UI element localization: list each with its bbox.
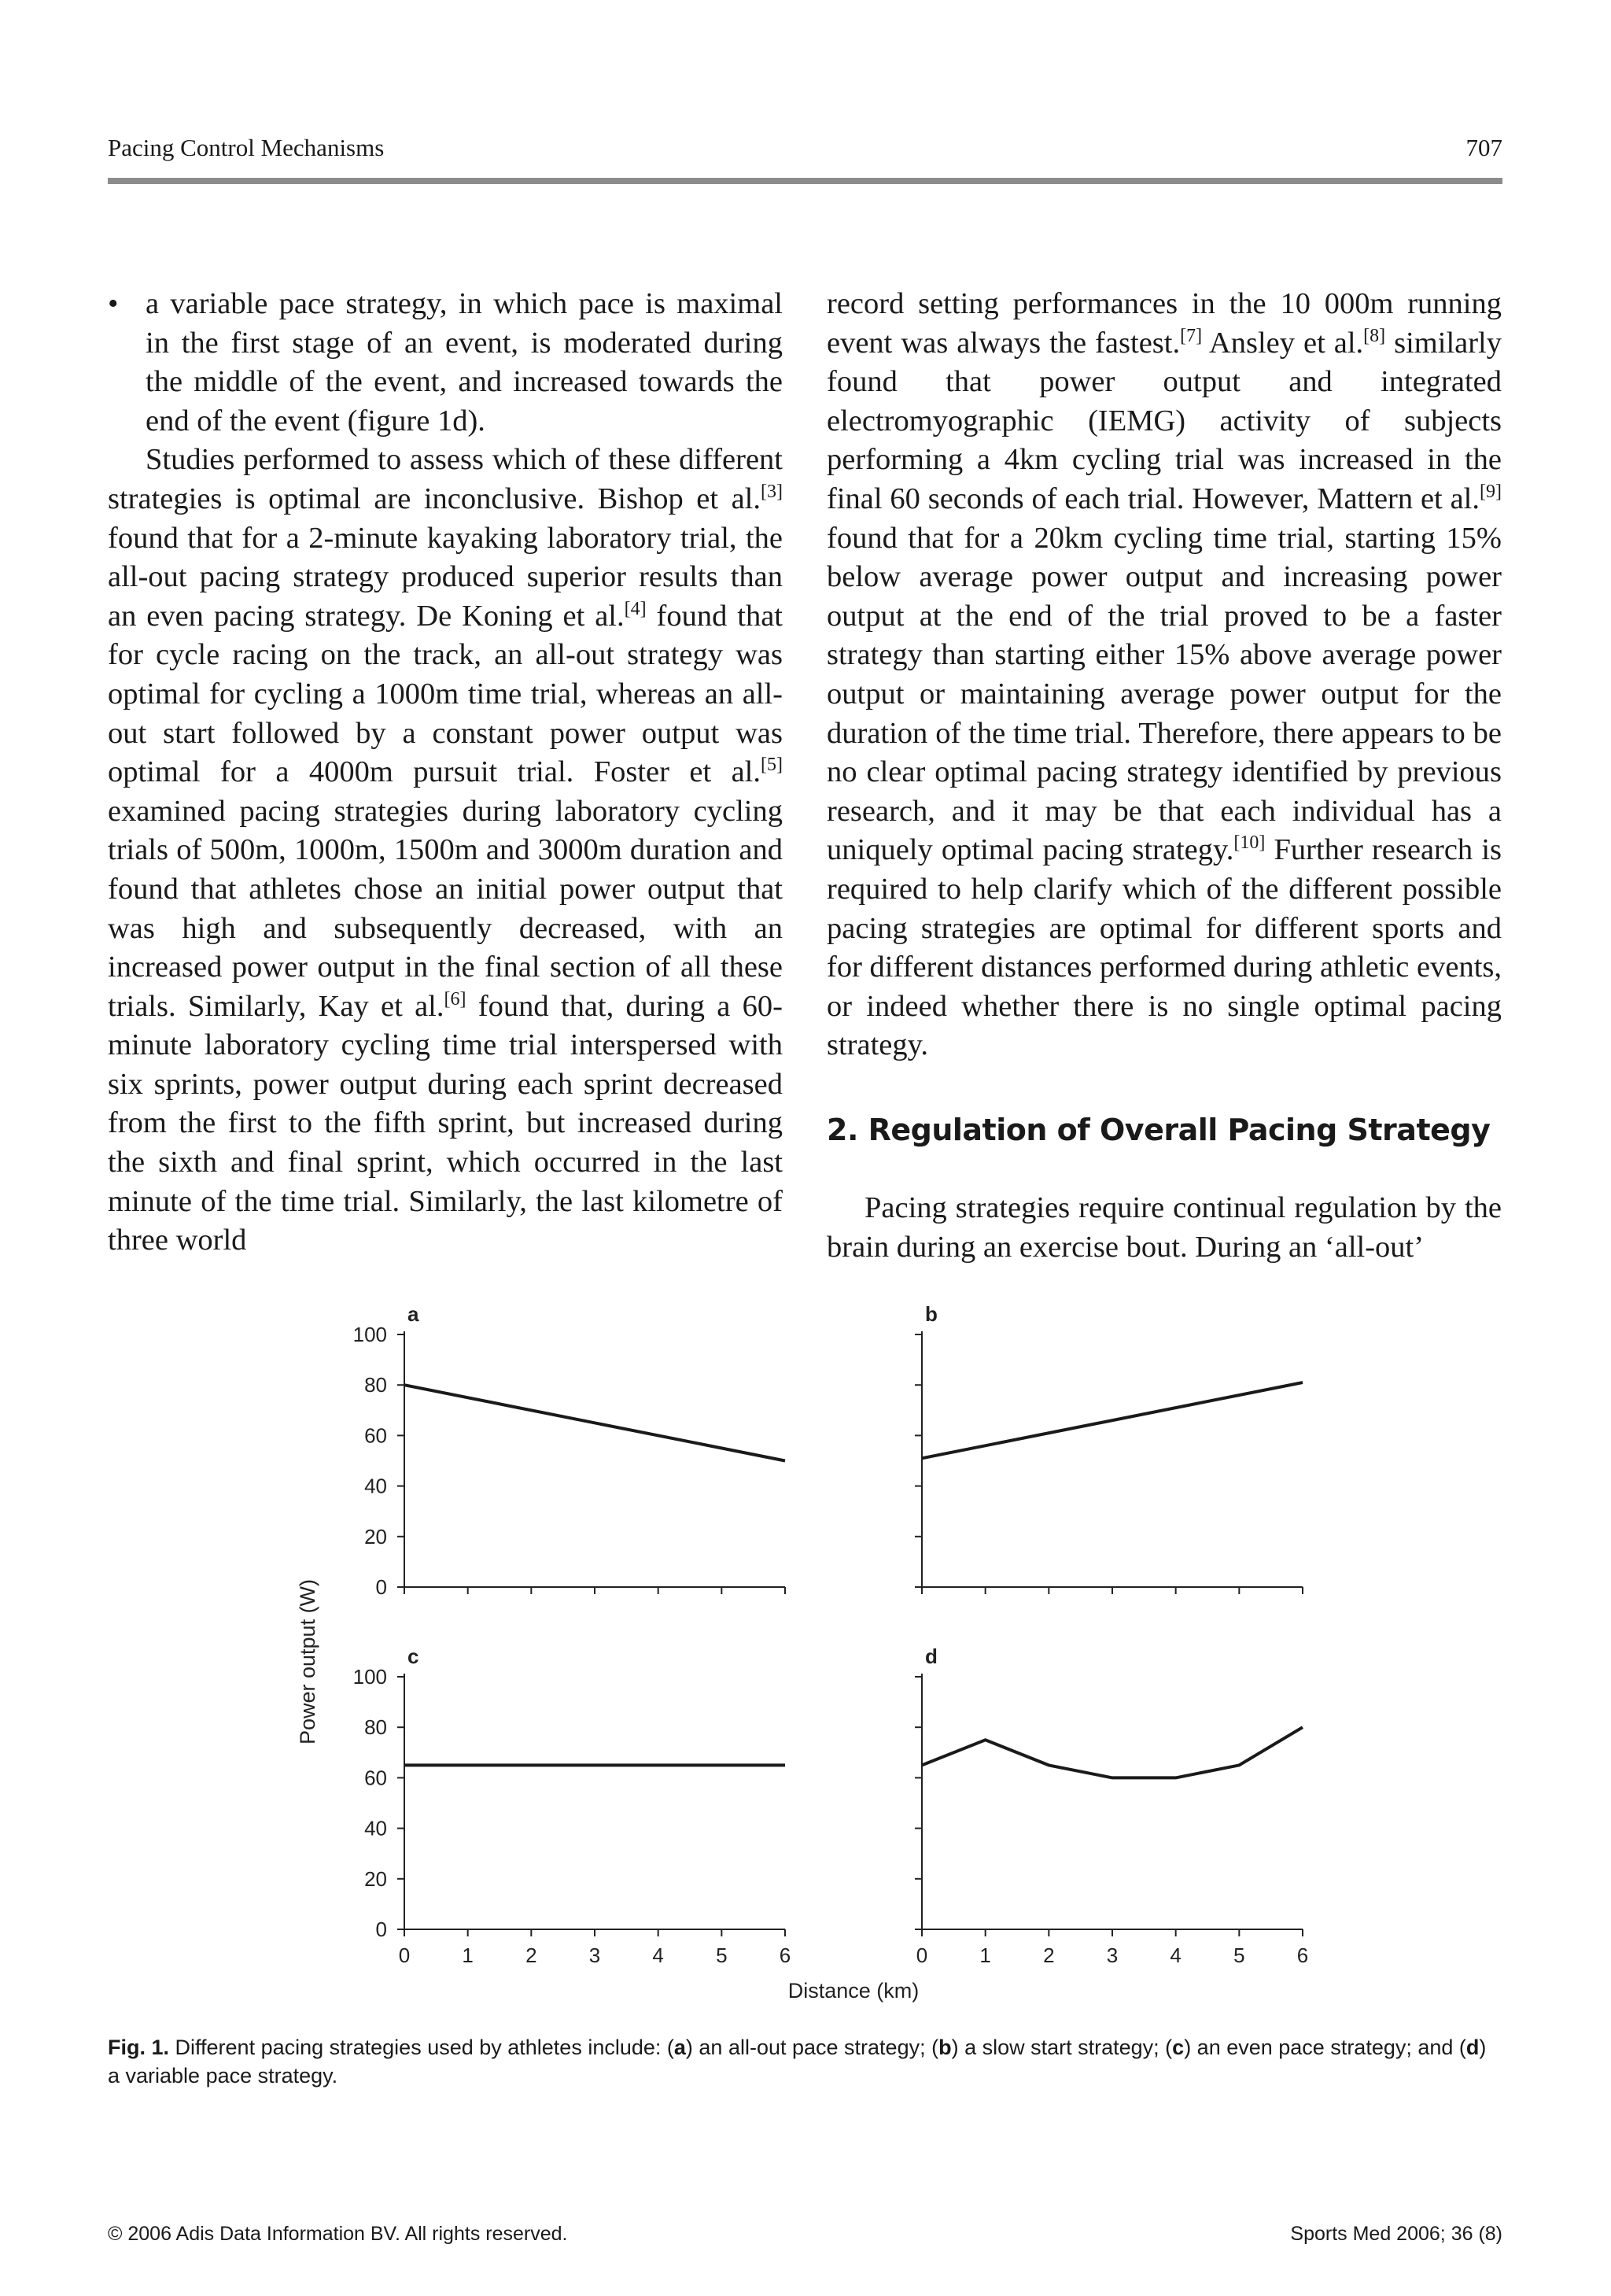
right-column xyxy=(827,285,1502,1268)
body-paragraph: record setting performances in the 10 000m running event was always the fastest.[7] Ansley et al.[8] similarly found that power output and integrated electromyographic (IEMG) activity of subjects performing a 4km cycling trial was increased in the final 60 seconds of each trial. However, Mattern et al.[9] found that for a 20km cycling time trial, starting 15% below average power output and increasing power output at the end of the trial proved to be a faster strategy than starting either 15% above average power output or maintaining average power output for the duration of the time trial. Therefore, there appears to be no clear optimal pacing strategy identified by previous research, and it may be that each individual has a uniquely optimal pacing strategy.[10] Further research is required to help clarify which of the different possible pacing strategies are optimal for different sports and for different distances performed during athletic events, or indeed whether there is no single optimal pacing strategy. xyxy=(827,287,1502,1062)
reference-9[interactable]: [9] xyxy=(1480,481,1502,502)
y-tick-label: 80 xyxy=(364,1373,387,1397)
x-tick-label: 2 xyxy=(525,1943,537,1967)
series-line-d xyxy=(922,1727,1303,1777)
x-tick-label: 6 xyxy=(1296,1943,1309,1967)
panel-label: b xyxy=(925,1302,938,1326)
x-tick-label: 3 xyxy=(588,1943,601,1967)
reference-5[interactable]: [5] xyxy=(761,755,783,776)
pacing-strategy-chart xyxy=(291,1290,1329,2022)
y-tick-label: 20 xyxy=(364,1524,387,1549)
section-heading: 2. Regulation of Overall Pacing Strategy xyxy=(827,1112,1491,1147)
y-tick-label: 20 xyxy=(364,1866,387,1891)
series-line-a xyxy=(404,1385,785,1460)
running-head-title: Pacing Control Mechanisms xyxy=(108,134,385,161)
y-tick-label: 40 xyxy=(364,1816,387,1840)
y-tick-label: 60 xyxy=(364,1766,387,1790)
copyright: © 2006 Adis Data Information BV. All rights reserved. xyxy=(108,2223,568,2245)
reference-8[interactable]: [8] xyxy=(1363,325,1386,346)
y-tick-label: 60 xyxy=(364,1423,387,1448)
y-tick-label: 0 xyxy=(375,1575,387,1599)
y-tick-label: 100 xyxy=(352,1665,387,1689)
body-paragraph: Studies performed to assess which of these different strategies is optimal are inconclusive. Bishop et al.[3] found that for a 2-minute kayaking laboratory trial, the all-out pacing strategy produced superior results than an even pacing strategy. De Koning et al.[4] found that for cycle racing on the track, an all-out strategy was optimal for cycling a 1000m time trial, whereas an all-out start followed by a constant power output was optimal for a 4000m pursuit trial. Foster et al.[5] examined pacing strategies during laboratory cycling trials of 500m, 1000m, 1500m and 3000m duration and found that athletes chose an initial power output that was high and subsequently decreased, with an increased power output in the final section of all these trials. Similarly, Kay et al.[6] found that, during a 60-minute laboratory cycling time trial interspersed with six sprints, power output during each sprint decreased from the first to the fifth sprint, but increased during the sixth and final sprint, which occurred in the last minute of the time trial. Similarly, the last kilometre of three world xyxy=(108,443,783,1257)
reference-7[interactable]: [7] xyxy=(1180,325,1203,346)
x-tick-label: 0 xyxy=(398,1943,411,1967)
reference-3[interactable]: [3] xyxy=(761,481,783,502)
left-column xyxy=(108,285,783,1261)
x-tick-label: 3 xyxy=(1106,1943,1119,1967)
y-tick-label: 40 xyxy=(364,1474,387,1498)
y-tick-label: 80 xyxy=(364,1715,387,1740)
panel-label: a xyxy=(407,1302,419,1326)
x-tick-label: 0 xyxy=(916,1943,928,1967)
reference-4[interactable]: [4] xyxy=(624,598,647,619)
panel-label: c xyxy=(407,1644,419,1668)
x-tick-label: 1 xyxy=(979,1943,991,1967)
y-axis-label: Power output (W) xyxy=(296,1578,319,1745)
page-number: 707 xyxy=(1465,134,1502,161)
bullet-item: • a variable pace strategy, in which pace is maximal in the first stage of an event, is moderated during the middle of the event, and increased towards the end of the event (figure 1d). xyxy=(108,285,783,441)
header-rule xyxy=(108,178,1502,184)
reference-10[interactable]: [10] xyxy=(1233,832,1266,854)
y-tick-label: 0 xyxy=(375,1918,387,1941)
x-tick-label: 5 xyxy=(1233,1943,1245,1967)
body-paragraph: Pacing strategies require continual regulation by the brain during an exercise bout. During an ‘all-out’ xyxy=(827,1191,1502,1264)
reference-6[interactable]: [6] xyxy=(444,988,466,1010)
x-tick-label: 6 xyxy=(779,1943,791,1967)
series-line-b xyxy=(922,1382,1303,1458)
x-tick-label: 4 xyxy=(1170,1943,1182,1967)
x-tick-label: 4 xyxy=(652,1943,664,1967)
figure-caption: Fig. 1. Different pacing strategies used by athletes include: (a) an all-out pace strategy; (b) a slow start strategy; (c) an even pace strategy; and (d) a variable pace strategy. xyxy=(108,2036,1487,2087)
journal-citation: Sports Med 2006; 36 (8) xyxy=(1290,2223,1502,2245)
figure-1 xyxy=(291,1290,1329,2022)
y-tick-label: 100 xyxy=(352,1323,387,1346)
x-tick-label: 2 xyxy=(1043,1943,1055,1967)
panel-label: d xyxy=(925,1644,938,1668)
x-tick-label: 1 xyxy=(462,1943,474,1967)
x-axis-label: Distance (km) xyxy=(787,1979,920,2003)
bullet-icon: • xyxy=(108,287,119,320)
x-tick-label: 5 xyxy=(716,1943,728,1967)
